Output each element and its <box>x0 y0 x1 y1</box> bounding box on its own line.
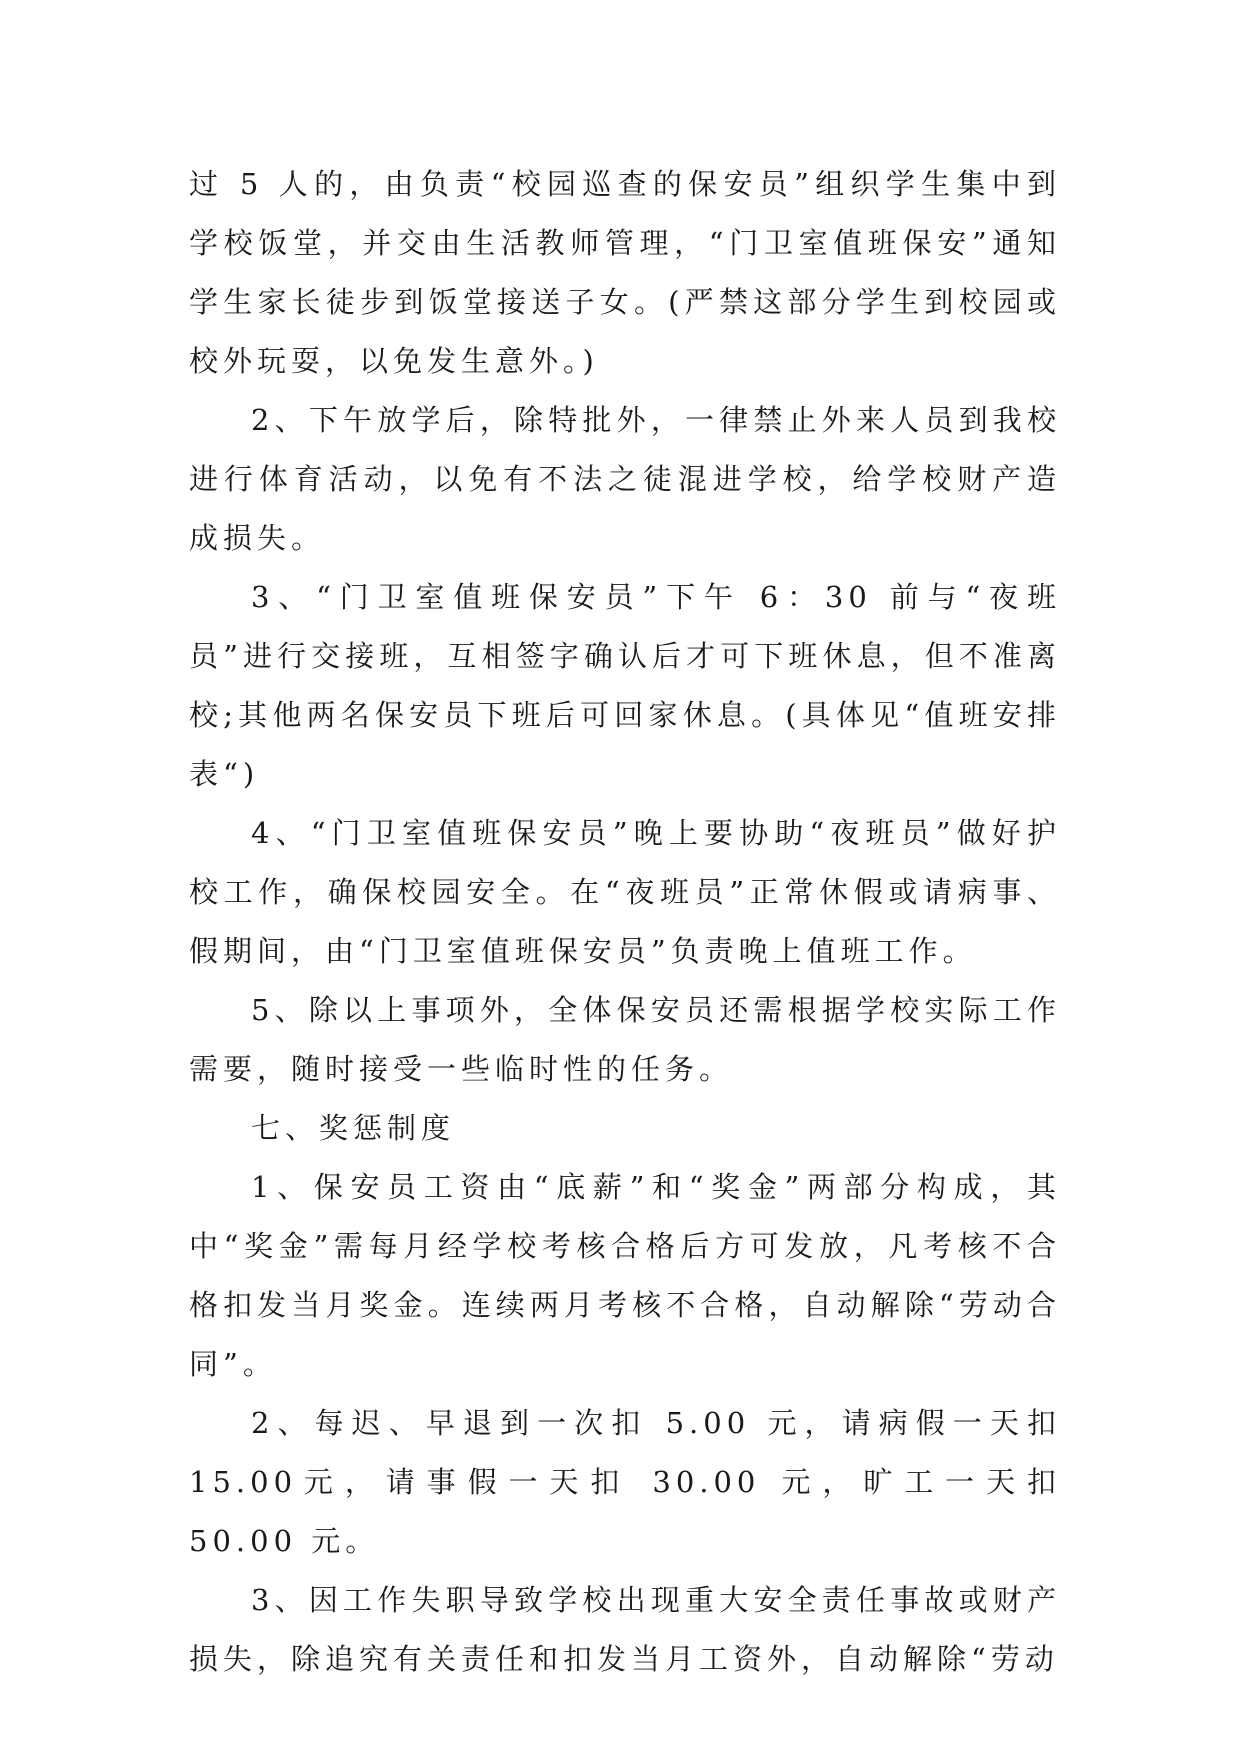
paragraph-item-1-salary: 1、保安员工资由“底薪”和“奖金”两部分构成，其中“奖金”需每月经学校考核合格后方可发放，凡考核不合格扣发当月奖金。连续两月考核不合格，自动解除“劳动合同”。 <box>189 1170 1061 1381</box>
paragraph-item-2-deductions: 2、每迟、早退到一次扣 5.00 元，请病假一天扣 15.00元，请事假一天扣 30.00 元，旷工一天扣 50.00 元。 <box>189 1406 1061 1558</box>
paragraph-item-3-negligence: 3、因工作失职导致学校出现重大安全责任事故或财产损失，除追究有关责任和扣发当月工资外，自动解除“劳动 <box>189 1583 1061 1676</box>
document-page <box>189 155 1061 1689</box>
section-heading-rewards-penalties: 七、奖惩制度 <box>251 1111 456 1145</box>
paragraph-continuation: 过 5 人的，由负责“校园巡查的保安员”组织学生集中到学校饭堂，并交由生活教师管理，“门卫室值班保安”通知学生家长徒步到饭堂接送子女。(严禁这部分学生到校园或校外玩耍，以免发生意外。) <box>189 167 1061 378</box>
paragraph-item-4-night-duty: 4、“门卫室值班保安员”晚上要协助“夜班员”做好护校工作，确保校园安全。在“夜班员”正常休假或请病事、假期间，由“门卫室值班保安员”负责晚上值班工作。 <box>189 816 1061 968</box>
paragraph-item-3-shift-handover: 3、“门卫室值班保安员”下午 6：30 前与“夜班员”进行交接班，互相签字确认后才可下班休息，但不准离校;其他两名保安员下班后可回家休息。(具体见“值班安排表“) <box>189 580 1061 791</box>
paragraph-item-2-after-school: 2、下午放学后，除特批外，一律禁止外来人员到我校进行体育活动，以免有不法之徒混进学校，给学校财产造成损失。 <box>189 403 1061 555</box>
paragraph-item-5-temporary-tasks: 5、除以上事项外，全体保安员还需根据学校实际工作需要，随时接受一些临时性的任务。 <box>189 993 1061 1086</box>
